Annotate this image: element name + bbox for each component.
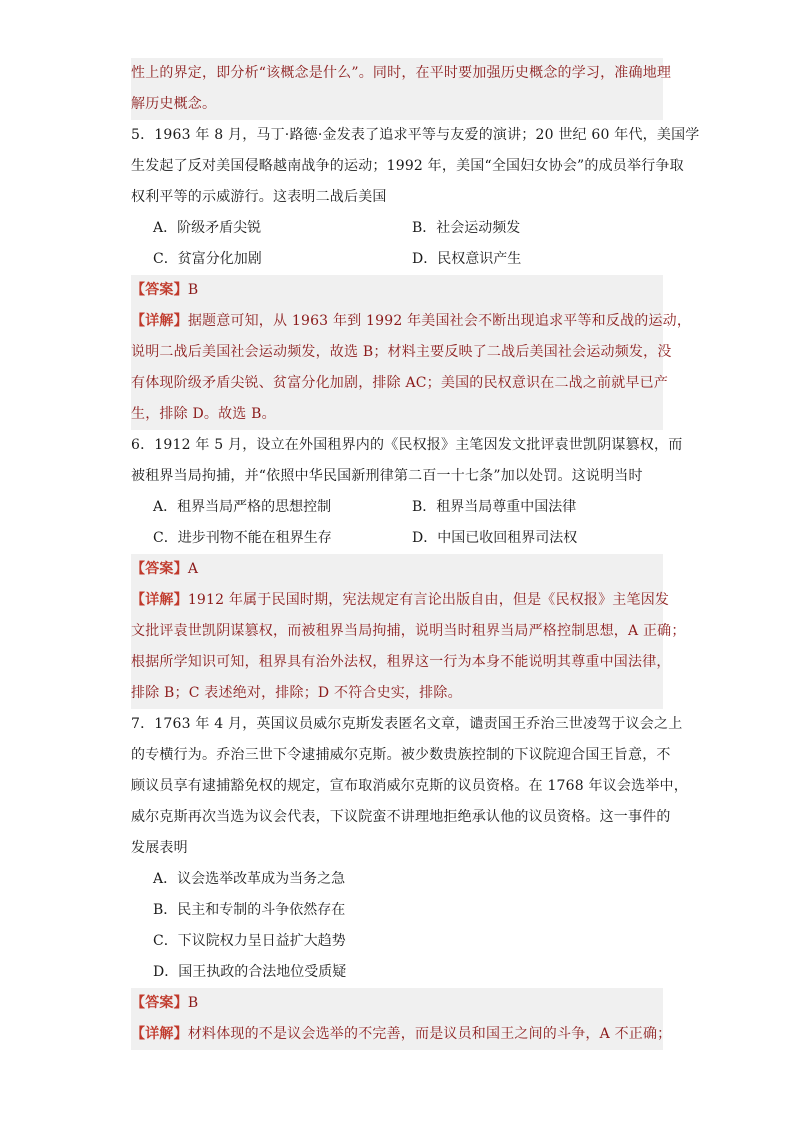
answer-tag: 【答案】 — [131, 561, 188, 577]
question-stem-line: 顾议员享有逮捕豁免权的规定，宣布取消威尔克斯的议员资格。在 1768 年议会选举中， — [131, 778, 688, 794]
option-c: C．贫富分化加剧 — [153, 251, 262, 267]
question-stem-line: 7．1763 年 4 月，英国议员威尔克斯发表匿名文章，谴责国王乔治三世凌驾于议会之上 — [131, 716, 683, 732]
answer-tag: 【答案】 — [131, 282, 188, 298]
option-b: B．民主和专制的斗争依然存在 — [153, 902, 346, 918]
option-a: A．议会选举改革成为当务之急 — [153, 871, 346, 887]
options-row — [131, 244, 663, 275]
question-stem-line: 的专横行为。乔治三世下令逮捕威尔克斯。被少数贵族控制的下议院迎合国王旨意，不 — [131, 747, 671, 763]
detail-text: 材料体现的不是议会选举的不完善，而是议员和国王之间的斗争，A 不正确； — [187, 1026, 672, 1042]
question-stem-line: 6．1912 年 5 月，设立在外国租界内的《民权报》主笔因发文批评袁世凯阴谋篡权，而 — [131, 437, 683, 453]
option-b: B．社会运动频发 — [412, 220, 521, 236]
options-row — [131, 492, 663, 523]
options-row — [131, 523, 663, 554]
answer-value: B — [187, 995, 199, 1011]
detail-line: 生，排除 D。故选 B。 — [131, 399, 663, 430]
option-c: C．进步刊物不能在租界生存 — [153, 530, 332, 546]
option-c: C．下议院权力呈日益扩大趋势 — [153, 933, 346, 949]
answer-value: B — [187, 282, 199, 298]
detail-line: 排除 B；C 表述绝对，排除；D 不符合史实，排除。 — [131, 678, 663, 709]
option-d: D．中国已收回租界司法权 — [412, 530, 578, 546]
detail-line — [131, 306, 692, 337]
question-7 — [131, 709, 688, 1050]
question-stem-line: 威尔克斯再次当选为议会代表，下议院蛮不讲理地拒绝承认他的议员资格。这一事件的 — [131, 809, 671, 825]
option-b: B．租界当局尊重中国法律 — [412, 499, 577, 515]
question-6 — [131, 430, 686, 709]
question-stem-line: 5．1963 年 8 月，马丁·路德·金发表了追求平等与友爱的演讲；20 世纪 60 年代，美国学 — [131, 127, 700, 143]
option-a: A．租界当局严格的思想控制 — [153, 499, 332, 515]
detail-text: 1912 年属于民国时期，宪法规定有言论出版自由，但是《民权报》主笔因发 — [187, 592, 670, 608]
option-d: D．国王执政的合法地位受质疑 — [153, 964, 347, 980]
detail-tag: 【详解】 — [131, 1026, 188, 1042]
answer-tag: 【答案】 — [131, 995, 188, 1011]
question-stem-line: 被租界当局拘捕，并“依照中华民国新刑律第二百一十七条”加以处罚。这说明当时 — [131, 468, 643, 484]
detail-line: 文批评袁世凯阴谋篡权，而被租界当局拘捕，说明当时租界当局严格控制思想，A 正确； — [131, 616, 663, 647]
option-a: A．阶级矛盾尖锐 — [153, 220, 262, 236]
detail-line — [131, 1019, 672, 1050]
detail-tag: 【详解】 — [131, 592, 188, 608]
detail-line: 根据所学知识可知，租界具有治外法权，租界这一行为本身不能说明其尊重中国法律， — [131, 647, 663, 678]
detail-text: 据题意可知，从 1963 年到 1992 年美国社会不断出现追求平等和反战的运动， — [187, 313, 692, 329]
detail-line: 说明二战后美国社会运动频发，故选 B；材料主要反映了二战后美国社会运动频发，没 — [131, 337, 663, 368]
question-stem-line: 生发起了反对美国侵略越南战争的运动；1992 年，美国“全国妇女协会”的成员举行争取 — [131, 158, 684, 174]
document-page — [131, 58, 700, 1050]
explanation-line: 性上的界定，即分析“该概念是什么”。同时，在平时要加强历史概念的学习，准确地理 — [131, 58, 663, 89]
question-5 — [131, 120, 700, 430]
answer-line — [131, 988, 663, 1019]
explanation-line: 解历史概念。 — [131, 89, 663, 120]
detail-tag: 【详解】 — [131, 313, 188, 329]
option-d: D．民权意识产生 — [412, 251, 522, 267]
detail-line: 有体现阶级矛盾尖锐、贫富分化加剧，排除 AC；美国的民权意识在二战之前就早已产 — [131, 368, 663, 399]
question-stem-line: 发展表明 — [131, 840, 188, 856]
detail-line — [131, 585, 670, 616]
question-stem-line: 权利平等的示威游行。这表明二战后美国 — [131, 189, 387, 205]
answer-value: A — [187, 561, 199, 577]
answer-line — [131, 275, 663, 306]
answer-line — [131, 554, 663, 585]
options-row — [131, 213, 663, 244]
